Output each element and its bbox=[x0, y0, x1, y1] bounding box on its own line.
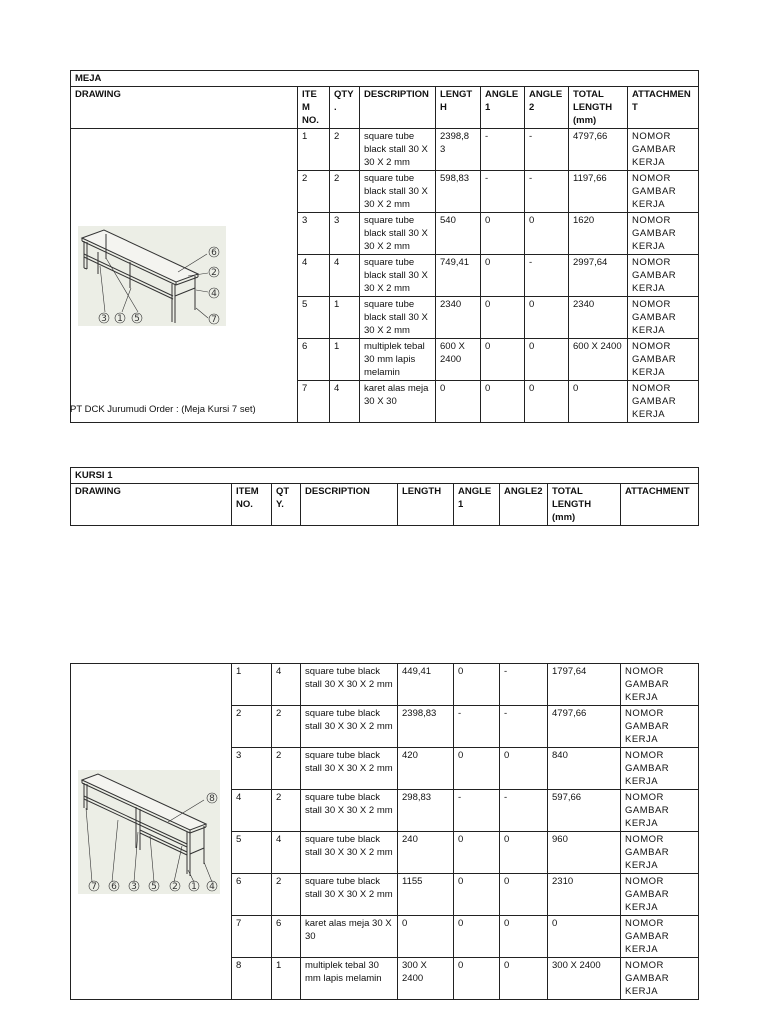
kursi-callout-3: 3 bbox=[131, 881, 137, 892]
cell-attachment: NOMOR GAMBAR KERJA bbox=[628, 255, 699, 297]
kursi-title: KURSI 1 bbox=[71, 468, 699, 484]
cell-angle2: 0 bbox=[500, 958, 548, 1000]
cell-item: 4 bbox=[232, 790, 272, 832]
cell-description: karet alas meja 30 X 30 bbox=[301, 916, 398, 958]
cell-description: multiplek tebal 30 mm lapis melamin bbox=[301, 958, 398, 1000]
cell-qty: 4 bbox=[330, 255, 360, 297]
cell-attachment: NOMOR GAMBAR KERJA bbox=[628, 171, 699, 213]
cell-item: 3 bbox=[298, 213, 330, 255]
cell-qty: 2 bbox=[272, 748, 301, 790]
cell-angle2: 0 bbox=[500, 748, 548, 790]
cell-item: 7 bbox=[232, 916, 272, 958]
cell-angle2: - bbox=[500, 706, 548, 748]
meja-table bbox=[70, 70, 699, 423]
cell-qty: 2 bbox=[272, 706, 301, 748]
meja-callout-1: 1 bbox=[117, 313, 123, 324]
meja-header-qty: QTY . bbox=[330, 87, 360, 129]
cell-item: 8 bbox=[232, 958, 272, 1000]
cell-attachment: NOMOR GAMBAR KERJA bbox=[621, 706, 699, 748]
cell-angle1: - bbox=[481, 129, 525, 171]
table-row bbox=[71, 664, 699, 706]
cell-length: 2398,8 3 bbox=[436, 129, 481, 171]
cell-attachment: NOMOR GAMBAR KERJA bbox=[628, 297, 699, 339]
cell-total: 1197,66 bbox=[569, 171, 628, 213]
kursi-header-description: DESCRIPTION bbox=[301, 484, 398, 526]
kursi-callout-2: 2 bbox=[172, 881, 178, 892]
meja-title: MEJA bbox=[71, 71, 699, 87]
cell-item: 1 bbox=[298, 129, 330, 171]
meja-technical-drawing bbox=[78, 226, 226, 326]
kursi-callout-5: 5 bbox=[151, 881, 157, 892]
cell-description: square tube black stall 30 X 30 X 2 mm bbox=[360, 255, 436, 297]
cell-attachment: NOMOR GAMBAR KERJA bbox=[628, 213, 699, 255]
cell-attachment: NOMOR GAMBAR KERJA bbox=[621, 958, 699, 1000]
cell-total: 2310 bbox=[548, 874, 621, 916]
cell-angle2: 0 bbox=[500, 874, 548, 916]
cell-total: 1620 bbox=[569, 213, 628, 255]
meja-header-angle2: ANGLE 2 bbox=[525, 87, 569, 129]
cell-qty: 3 bbox=[330, 213, 360, 255]
table-drawing bbox=[78, 226, 226, 326]
cell-total: 4797,66 bbox=[548, 706, 621, 748]
cell-angle1: 0 bbox=[454, 748, 500, 790]
cell-angle1: 0 bbox=[454, 916, 500, 958]
meja-header-total: TOTAL LENGTH (mm) bbox=[569, 87, 628, 129]
cell-description: square tube black stall 30 X 30 X 2 mm bbox=[360, 171, 436, 213]
kursi-callout-4: 4 bbox=[209, 881, 215, 892]
cell-qty: 1 bbox=[330, 297, 360, 339]
cell-length: 600 X 2400 bbox=[436, 339, 481, 381]
cell-description: square tube black stall 30 X 30 X 2 mm bbox=[301, 832, 398, 874]
meja-callout-3: 3 bbox=[101, 313, 107, 324]
cell-length: 240 bbox=[398, 832, 454, 874]
cell-angle1: - bbox=[454, 706, 500, 748]
cell-attachment: NOMOR GAMBAR KERJA bbox=[621, 790, 699, 832]
cell-total: 300 X 2400 bbox=[548, 958, 621, 1000]
cell-total: 4797,66 bbox=[569, 129, 628, 171]
cell-angle1: 0 bbox=[481, 255, 525, 297]
cell-description: square tube black stall 30 X 30 X 2 mm bbox=[360, 129, 436, 171]
cell-qty: 4 bbox=[330, 381, 360, 423]
cell-total: 0 bbox=[548, 916, 621, 958]
cell-length: 449,41 bbox=[398, 664, 454, 706]
cell-angle2: 0 bbox=[525, 339, 569, 381]
cell-qty: 4 bbox=[272, 664, 301, 706]
kursi-header-drawing: DRAWING bbox=[71, 484, 232, 526]
kursi-header-qty: QT Y. bbox=[272, 484, 301, 526]
cell-attachment: NOMOR GAMBAR KERJA bbox=[621, 664, 699, 706]
cell-length: 298,83 bbox=[398, 790, 454, 832]
cell-item: 7 bbox=[298, 381, 330, 423]
cell-description: square tube black stall 30 X 30 X 2 mm bbox=[301, 706, 398, 748]
cell-length: 1155 bbox=[398, 874, 454, 916]
cell-angle1: 0 bbox=[481, 213, 525, 255]
meja-callout-6: 6 bbox=[211, 247, 217, 258]
cell-angle1: - bbox=[481, 171, 525, 213]
cell-item: 2 bbox=[232, 706, 272, 748]
cell-total: 600 X 2400 bbox=[569, 339, 628, 381]
cell-description: square tube black stall 30 X 30 X 2 mm bbox=[301, 748, 398, 790]
cell-qty: 4 bbox=[272, 832, 301, 874]
cell-length: 0 bbox=[398, 916, 454, 958]
cell-angle2: 0 bbox=[525, 381, 569, 423]
kursi-technical-drawing bbox=[78, 770, 220, 894]
kursi-callout-7: 7 bbox=[91, 881, 97, 892]
cell-angle1: 0 bbox=[454, 832, 500, 874]
cell-angle1: 0 bbox=[481, 381, 525, 423]
cell-item: 1 bbox=[232, 664, 272, 706]
cell-angle1: - bbox=[454, 790, 500, 832]
cell-angle2: - bbox=[500, 790, 548, 832]
cell-angle2: 0 bbox=[525, 297, 569, 339]
cell-item: 2 bbox=[298, 171, 330, 213]
cell-angle2: - bbox=[525, 129, 569, 171]
cell-description: square tube black stall 30 X 30 X 2 mm bbox=[301, 664, 398, 706]
cell-length: 420 bbox=[398, 748, 454, 790]
cell-length: 2340 bbox=[436, 297, 481, 339]
kursi-header-angle1: ANGLE 1 bbox=[454, 484, 500, 526]
cell-total: 2997,64 bbox=[569, 255, 628, 297]
kursi-header-table bbox=[70, 467, 699, 526]
cell-qty: 1 bbox=[272, 958, 301, 1000]
cell-item: 4 bbox=[298, 255, 330, 297]
cell-angle2: - bbox=[525, 171, 569, 213]
cell-length: 2398,83 bbox=[398, 706, 454, 748]
cell-angle2: 0 bbox=[525, 213, 569, 255]
kursi-callout-1: 1 bbox=[191, 881, 197, 892]
meja-callout-2: 2 bbox=[211, 267, 217, 278]
meja-header-length: LENGT H bbox=[436, 87, 481, 129]
cell-angle2: 0 bbox=[500, 916, 548, 958]
cell-attachment: NOMOR GAMBAR KERJA bbox=[628, 381, 699, 423]
cell-attachment: NOMOR GAMBAR KERJA bbox=[621, 874, 699, 916]
kursi-body-table bbox=[70, 663, 699, 1000]
order-caption: PT DCK Jurumudi Order : (Meja Kursi 7 set) bbox=[70, 404, 256, 415]
cell-description: square tube black stall 30 X 30 X 2 mm bbox=[360, 213, 436, 255]
cell-qty: 2 bbox=[272, 790, 301, 832]
cell-angle2: - bbox=[500, 664, 548, 706]
cell-attachment: NOMOR GAMBAR KERJA bbox=[621, 916, 699, 958]
meja-callout-7: 7 bbox=[211, 314, 217, 325]
cell-attachment: NOMOR GAMBAR KERJA bbox=[628, 339, 699, 381]
cell-length: 0 bbox=[436, 381, 481, 423]
chair-drawing bbox=[78, 770, 220, 894]
cell-length: 749,41 bbox=[436, 255, 481, 297]
cell-length: 540 bbox=[436, 213, 481, 255]
kursi-header-item: ITEM NO. bbox=[232, 484, 272, 526]
cell-total: 597,66 bbox=[548, 790, 621, 832]
cell-item: 3 bbox=[232, 748, 272, 790]
cell-attachment: NOMOR GAMBAR KERJA bbox=[628, 129, 699, 171]
meja-callout-5: 5 bbox=[134, 313, 140, 324]
meja-header-item: ITE M NO. bbox=[298, 87, 330, 129]
meja-header-description: DESCRIPTION bbox=[360, 87, 436, 129]
kursi-callout-6: 6 bbox=[111, 881, 117, 892]
kursi-header-attachment: ATTACHMENT bbox=[621, 484, 699, 526]
cell-qty: 2 bbox=[330, 171, 360, 213]
cell-qty: 2 bbox=[330, 129, 360, 171]
cell-angle1: 0 bbox=[454, 958, 500, 1000]
cell-attachment: NOMOR GAMBAR KERJA bbox=[621, 832, 699, 874]
cell-angle1: 0 bbox=[481, 339, 525, 381]
meja-header-drawing: DRAWING bbox=[71, 87, 298, 129]
cell-total: 960 bbox=[548, 832, 621, 874]
cell-description: square tube black stall 30 X 30 X 2 mm bbox=[301, 790, 398, 832]
cell-qty: 6 bbox=[272, 916, 301, 958]
table-row bbox=[71, 129, 699, 171]
cell-angle2: 0 bbox=[500, 832, 548, 874]
kursi-callout-8: 8 bbox=[209, 793, 215, 804]
cell-item: 5 bbox=[232, 832, 272, 874]
kursi-header-length: LENGTH bbox=[398, 484, 454, 526]
cell-item: 6 bbox=[298, 339, 330, 381]
kursi-drawing-cell bbox=[71, 664, 232, 1000]
cell-length: 598,83 bbox=[436, 171, 481, 213]
cell-total: 840 bbox=[548, 748, 621, 790]
cell-angle1: 0 bbox=[454, 874, 500, 916]
cell-total: 1797,64 bbox=[548, 664, 621, 706]
meja-header-attachment: ATTACHMEN T bbox=[628, 87, 699, 129]
cell-item: 5 bbox=[298, 297, 330, 339]
kursi-header-total: TOTAL LENGTH (mm) bbox=[548, 484, 621, 526]
cell-length: 300 X 2400 bbox=[398, 958, 454, 1000]
meja-callout-4: 4 bbox=[211, 288, 217, 299]
cell-description: square tube black stall 30 X 30 X 2 mm bbox=[301, 874, 398, 916]
cell-attachment: NOMOR GAMBAR KERJA bbox=[621, 748, 699, 790]
cell-qty: 2 bbox=[272, 874, 301, 916]
cell-description: square tube black stall 30 X 30 X 2 mm bbox=[360, 297, 436, 339]
meja-header-angle1: ANGLE 1 bbox=[481, 87, 525, 129]
cell-description: multiplek tebal 30 mm lapis melamin bbox=[360, 339, 436, 381]
meja-drawing-cell bbox=[71, 129, 298, 423]
cell-item: 6 bbox=[232, 874, 272, 916]
kursi-header-angle2: ANGLE2 bbox=[500, 484, 548, 526]
cell-angle2: - bbox=[525, 255, 569, 297]
cell-total: 0 bbox=[569, 381, 628, 423]
cell-qty: 1 bbox=[330, 339, 360, 381]
cell-total: 2340 bbox=[569, 297, 628, 339]
cell-angle1: 0 bbox=[454, 664, 500, 706]
cell-angle1: 0 bbox=[481, 297, 525, 339]
cell-description: karet alas meja 30 X 30 bbox=[360, 381, 436, 423]
